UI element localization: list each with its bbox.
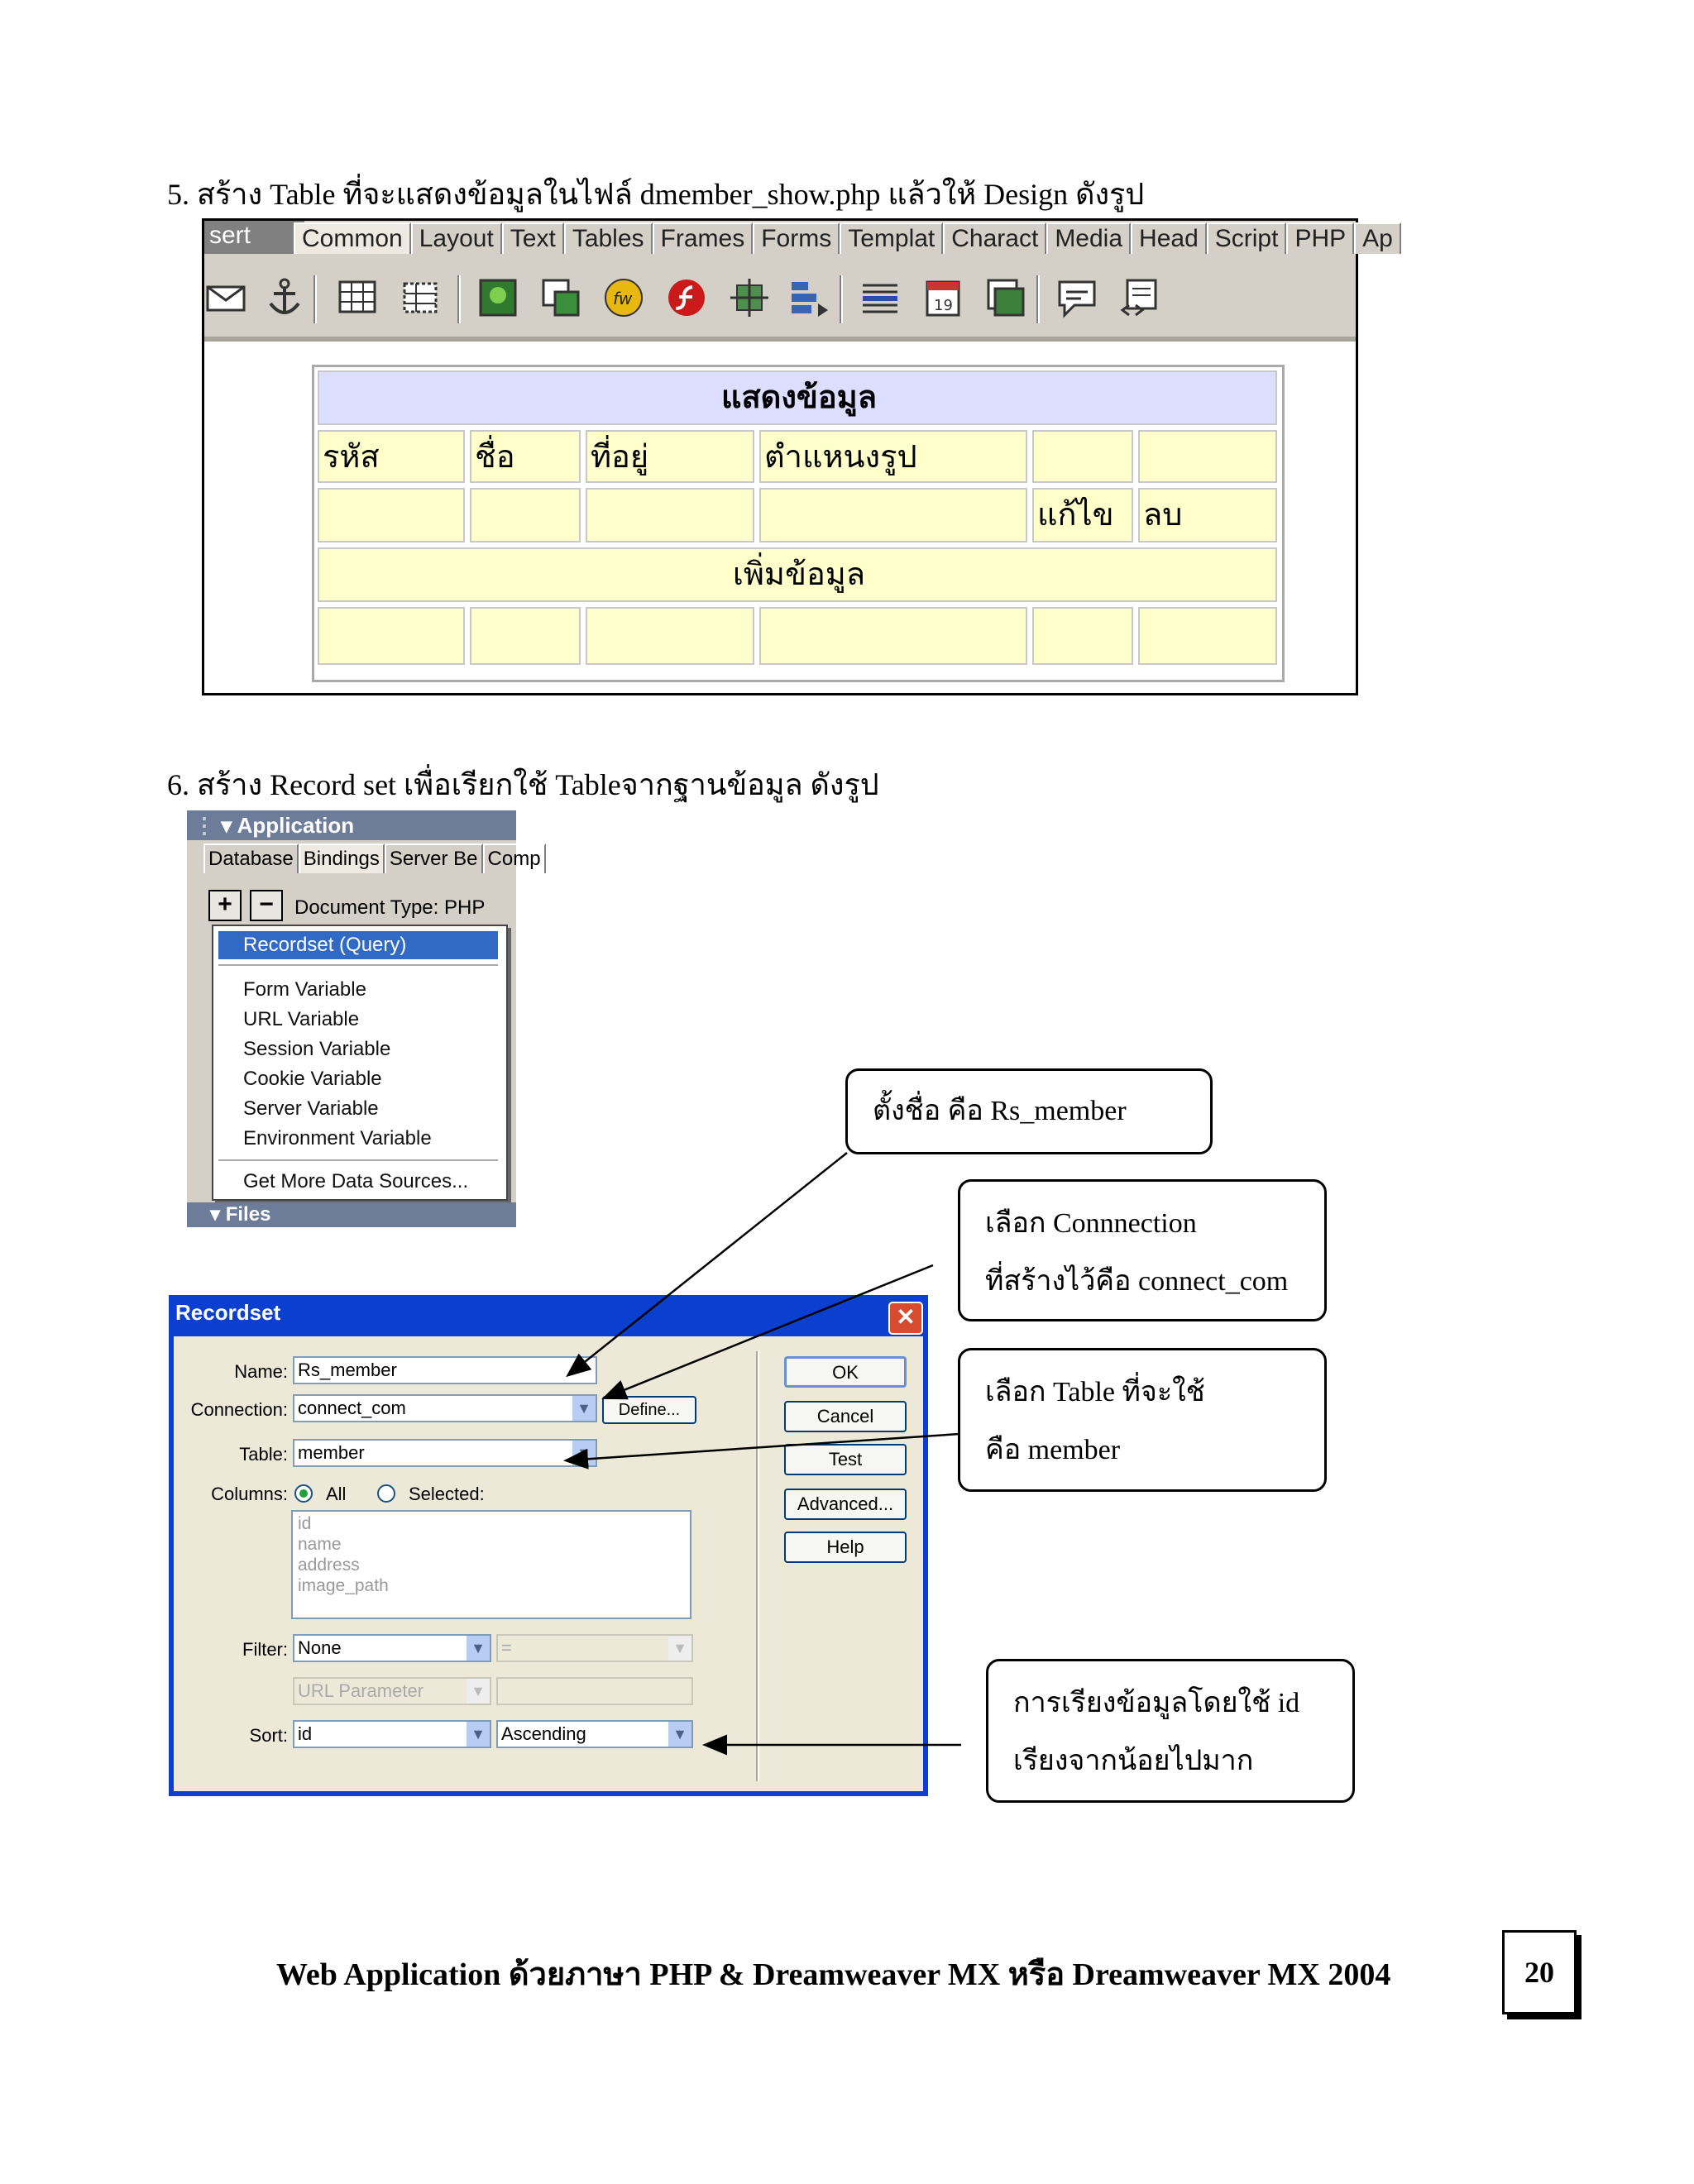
sort-column-value: id	[298, 1723, 313, 1744]
callout-name: ตั้งชื่อ คือ Rs_member	[845, 1068, 1213, 1154]
menu-item-session-variable[interactable]: Session Variable	[243, 1038, 391, 1060]
connection-value: connect_com	[298, 1398, 406, 1418]
add-binding-button[interactable]: +	[208, 890, 242, 921]
define-button[interactable]: Define...	[602, 1396, 696, 1424]
name-input[interactable]: Rs_member	[293, 1356, 597, 1384]
connection-label: Connection:	[190, 1399, 288, 1420]
sort-order-value: Ascending	[501, 1723, 586, 1744]
list-item: name	[298, 1535, 342, 1554]
remove-binding-button[interactable]: −	[250, 890, 283, 921]
callout-table-line1: เลือก Table ที่จะใช้	[985, 1377, 1205, 1407]
page-number: 20	[1502, 1930, 1577, 2014]
header-code-cell: รหัส	[318, 430, 465, 483]
tab-php[interactable]: PHP	[1286, 222, 1354, 254]
sort-label: Sort:	[249, 1725, 288, 1746]
filter-label: Filter:	[242, 1639, 288, 1660]
drag-grip-icon[interactable]: ⋮	[194, 813, 215, 838]
menu-item-recordset[interactable]: Recordset (Query)	[218, 931, 498, 959]
svg-text:fw: fw	[613, 289, 633, 308]
dialog-title: Recordset	[175, 1300, 281, 1325]
list-item: image_path	[298, 1576, 389, 1595]
expand-triangle-icon[interactable]: ▾	[221, 813, 232, 838]
callout-sort-line1: การเรียงข้อมูลโดยใช้ id	[1013, 1688, 1300, 1718]
list-item: id	[298, 1514, 312, 1533]
tab-databases[interactable]: Database	[203, 843, 299, 873]
columns-label: Columns:	[211, 1484, 288, 1504]
callout-sort-line2: เรียงจากน้อยไปมาก	[1013, 1746, 1254, 1776]
selected-label: Selected:	[409, 1484, 485, 1504]
filter-parameter-value: URL Parameter	[298, 1680, 424, 1701]
header-image-path-cell: ตำแหนงรูป	[759, 430, 1027, 483]
ok-button[interactable]: OK	[784, 1356, 907, 1388]
tab-common[interactable]: Common	[294, 222, 411, 254]
tab-tables[interactable]: Tables	[564, 222, 653, 254]
tab-bindings[interactable]: Bindings	[299, 843, 385, 873]
menu-item-form-variable[interactable]: Form Variable	[243, 978, 366, 1001]
menu-item-get-more-data-sources[interactable]: Get More Data Sources...	[243, 1170, 469, 1192]
table-label: Table:	[239, 1444, 288, 1465]
arrow-to-name	[569, 1153, 847, 1374]
step6-text: 6. สร้าง Record set เพื่อเรียกใช้ Tableจากฐานข้อมูล ดังรูป	[167, 768, 879, 801]
close-icon[interactable]: ✕	[888, 1302, 923, 1335]
tab-frames[interactable]: Frames	[653, 222, 754, 254]
callout-connection-line2: ที่สร้างไว้คือ connect_com	[985, 1266, 1289, 1297]
callout-connection-line1: เลือก Connnection	[985, 1208, 1197, 1239]
callout-table-line2: คือ member	[985, 1435, 1121, 1465]
files-title-text: Files	[225, 1203, 271, 1226]
chevron-down-icon[interactable]: ▼	[467, 1636, 490, 1661]
header-address-cell: ที่อยู่	[586, 430, 754, 483]
chevron-down-icon[interactable]: ▼	[572, 1441, 596, 1465]
tab-text[interactable]: Text	[502, 222, 564, 254]
chevron-down-icon[interactable]: ▼	[668, 1722, 691, 1747]
help-button[interactable]: Help	[784, 1532, 907, 1563]
chevron-down-icon[interactable]: ▼	[467, 1722, 490, 1747]
all-label: All	[326, 1484, 347, 1504]
tab-media[interactable]: Media	[1046, 222, 1131, 254]
name-label: Name:	[234, 1361, 288, 1382]
tab-components[interactable]: Comp	[483, 843, 546, 873]
table-value: member	[298, 1442, 365, 1463]
application-title-text: Application	[237, 813, 355, 838]
delete-cell: ลบ	[1138, 488, 1277, 542]
table-heading: แสดงข้อมูล	[318, 370, 1277, 425]
tab-script[interactable]: Script	[1207, 222, 1287, 254]
filter-value: None	[298, 1637, 342, 1658]
tab-head[interactable]: Head	[1131, 222, 1207, 254]
chevron-down-icon[interactable]: ▼	[467, 1679, 490, 1704]
header-name-cell: ชื่อ	[470, 430, 581, 483]
menu-item-cookie-variable[interactable]: Cookie Variable	[243, 1068, 382, 1090]
edit-cell: แก้ไข	[1032, 488, 1133, 542]
expand-triangle-icon[interactable]: ▾	[210, 1203, 221, 1226]
tab-server-behaviors[interactable]: Server Be	[385, 843, 483, 873]
document-type-label: Document Type: PHP	[294, 896, 486, 919]
menu-item-url-variable[interactable]: URL Variable	[243, 1008, 360, 1030]
tab-characters[interactable]: Charact	[943, 222, 1046, 254]
chevron-down-icon[interactable]: ▼	[572, 1396, 596, 1421]
cancel-button[interactable]: Cancel	[784, 1401, 907, 1432]
tab-layout[interactable]: Layout	[411, 222, 502, 254]
test-button[interactable]: Test	[784, 1444, 907, 1475]
advanced-button[interactable]: Advanced...	[784, 1489, 907, 1520]
footer-text: Web Application ด้วยภาษา PHP & Dreamweaver MX หรือ Dreamweaver MX 2004	[276, 1957, 1391, 1992]
step5-text: 5. สร้าง Table ที่จะแสดงข้อมูลในไฟล์ dmember_show.php แล้วให้ Design ดังรูป	[167, 178, 1145, 211]
chevron-down-icon[interactable]: ▼	[668, 1636, 691, 1661]
filter-operator-value: =	[501, 1637, 512, 1658]
menu-item-server-variable[interactable]: Server Variable	[243, 1097, 379, 1120]
list-item: address	[298, 1556, 360, 1575]
tab-templates[interactable]: Templat	[840, 222, 943, 254]
arrow-to-connection	[605, 1265, 933, 1398]
svg-text:19: 19	[934, 297, 953, 314]
tab-application[interactable]: Ap	[1354, 222, 1401, 254]
menu-item-environment-variable[interactable]: Environment Variable	[243, 1127, 432, 1149]
insert-bar-label: sert	[204, 221, 304, 254]
add-data-cell: เพิ่มข้อมูล	[318, 547, 1277, 602]
arrow-to-table	[567, 1434, 959, 1460]
tab-forms[interactable]: Forms	[753, 222, 840, 254]
